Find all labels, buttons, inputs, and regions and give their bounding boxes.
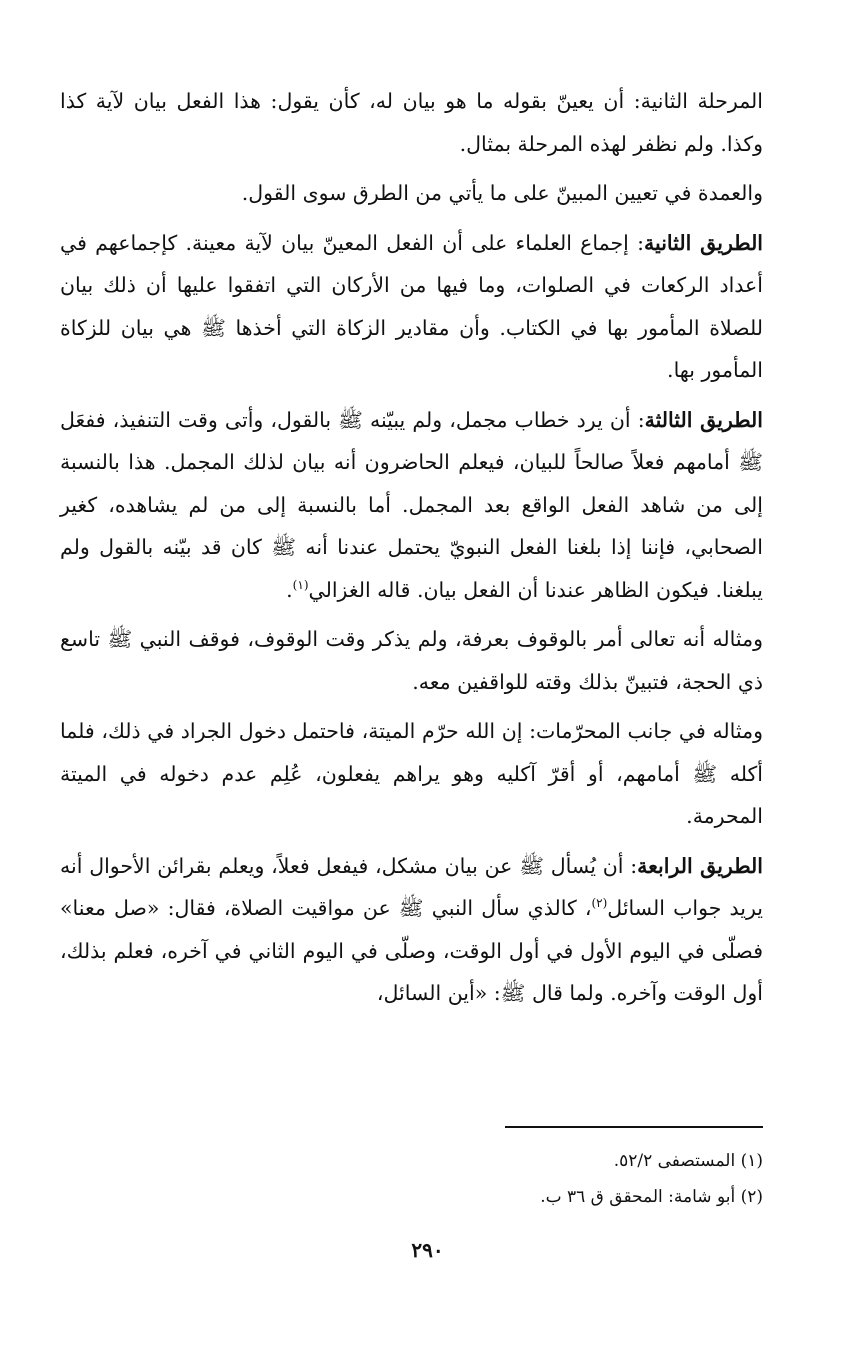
paragraph-stage-two: المرحلة الثانية: أن يعينّ بقوله ما هو بيان له، كأن يقول: هذا الفعل بيان لآية كذا وكذا. ولم نظفر لهذه المرحلة بمثال.: [60, 89, 763, 156]
section-heading: الطريق الثالثة: [644, 407, 764, 432]
paragraph-example-prohibited: ومثاله في جانب المحرّمات: إن الله حرّم الميتة، فاحتمل دخول الجراد في ذلك، فلما أكله ﷺ أمامهم، أو أقرّ آكليه وهو يراهم يفعلون، عُلِم عدم دخوله في الميتة المحرمة.: [60, 719, 763, 828]
section-heading: الطريق الرابعة: [637, 853, 763, 878]
footnote: (٢) أبو شامة: المحقق ق ٣٦ ب.: [540, 1187, 763, 1207]
paragraph-reliance: والعمدة في تعيين المبينّ على ما يأتي من الطرق سوى القول.: [241, 181, 763, 205]
paragraph-third-way: الطريق الثالثة: أن يرد خطاب مجمل، ولم يبيّنه ﷺ بالقول، وأتى وقت التنفيذ، ففعَل ﷺ أمامهم فعلاً صالحاً للبيان، فيعلم الحاضرون أنه بيان لذلك المجمل. هذا بالنسبة إلى من شاهد الفعل الواقع بعد المجمل. أما بالنسبة إلى من لم يشاهده، كغير الصحابي، فإننا إذا بلغنا الفعل النبويّ يحتمل عندنا أنه ﷺ كان قد بيّنه بالقول ولم يبلغنا. فيكون الظاهر عندنا أن الفعل بيان. قاله الغزالي$^{(١)}$.: [60, 407, 764, 602]
section-heading: الطريق الثانية: [644, 230, 764, 255]
paragraph-second-way: الطريق الثانية: إجماع العلماء على أن الفعل المعينّ بيان لآية معينة. كإجماعهم في أعداد الركعات في الصلوات، وما فيها من الأركان التي اتفقوا عليها أن ذلك بيان للصلاة المأمور بها في الكتاب. وأن مقادير الزكاة التي أخذها ﷺ هي بيان للزكاة المأمور بها.: [60, 230, 764, 382]
footnote-divider: [505, 1126, 763, 1128]
footnote-ref: (٢): [591, 896, 608, 911]
footnote: (١) المستصفى ٥٢/٢.: [613, 1151, 763, 1171]
page-number: ٢٩٠: [411, 1238, 444, 1262]
footnote-ref: (١): [292, 577, 309, 592]
paragraph-example-arafah: ومثاله أنه تعالى أمر بالوقوف بعرفة، ولم يذكر وقت الوقوف، فوقف النبي ﷺ تاسع ذي الحجة، فتبينّ بذلك وقته للواقفين معه.: [60, 627, 763, 694]
footnotes: [363, 1143, 763, 1215]
paragraph-fourth-way: الطريق الرابعة: أن يُسأل ﷺ عن بيان مشكل، فيفعل فعلاً، ويعلم بقرائن الأحوال أنه يريد جواب السائل$^{(٢)}$، كالذي سأل النبي ﷺ عن مواقيت الصلاة، فقال: «صل معنا» فصلّى في اليوم الأول في أول الوقت، وصلّى في اليوم الثاني في آخره، فعلم بذلك، أول الوقت وآخره. ولما قال ﷺ: «أين السائل،: [60, 853, 763, 1005]
main-text: [60, 80, 763, 1022]
